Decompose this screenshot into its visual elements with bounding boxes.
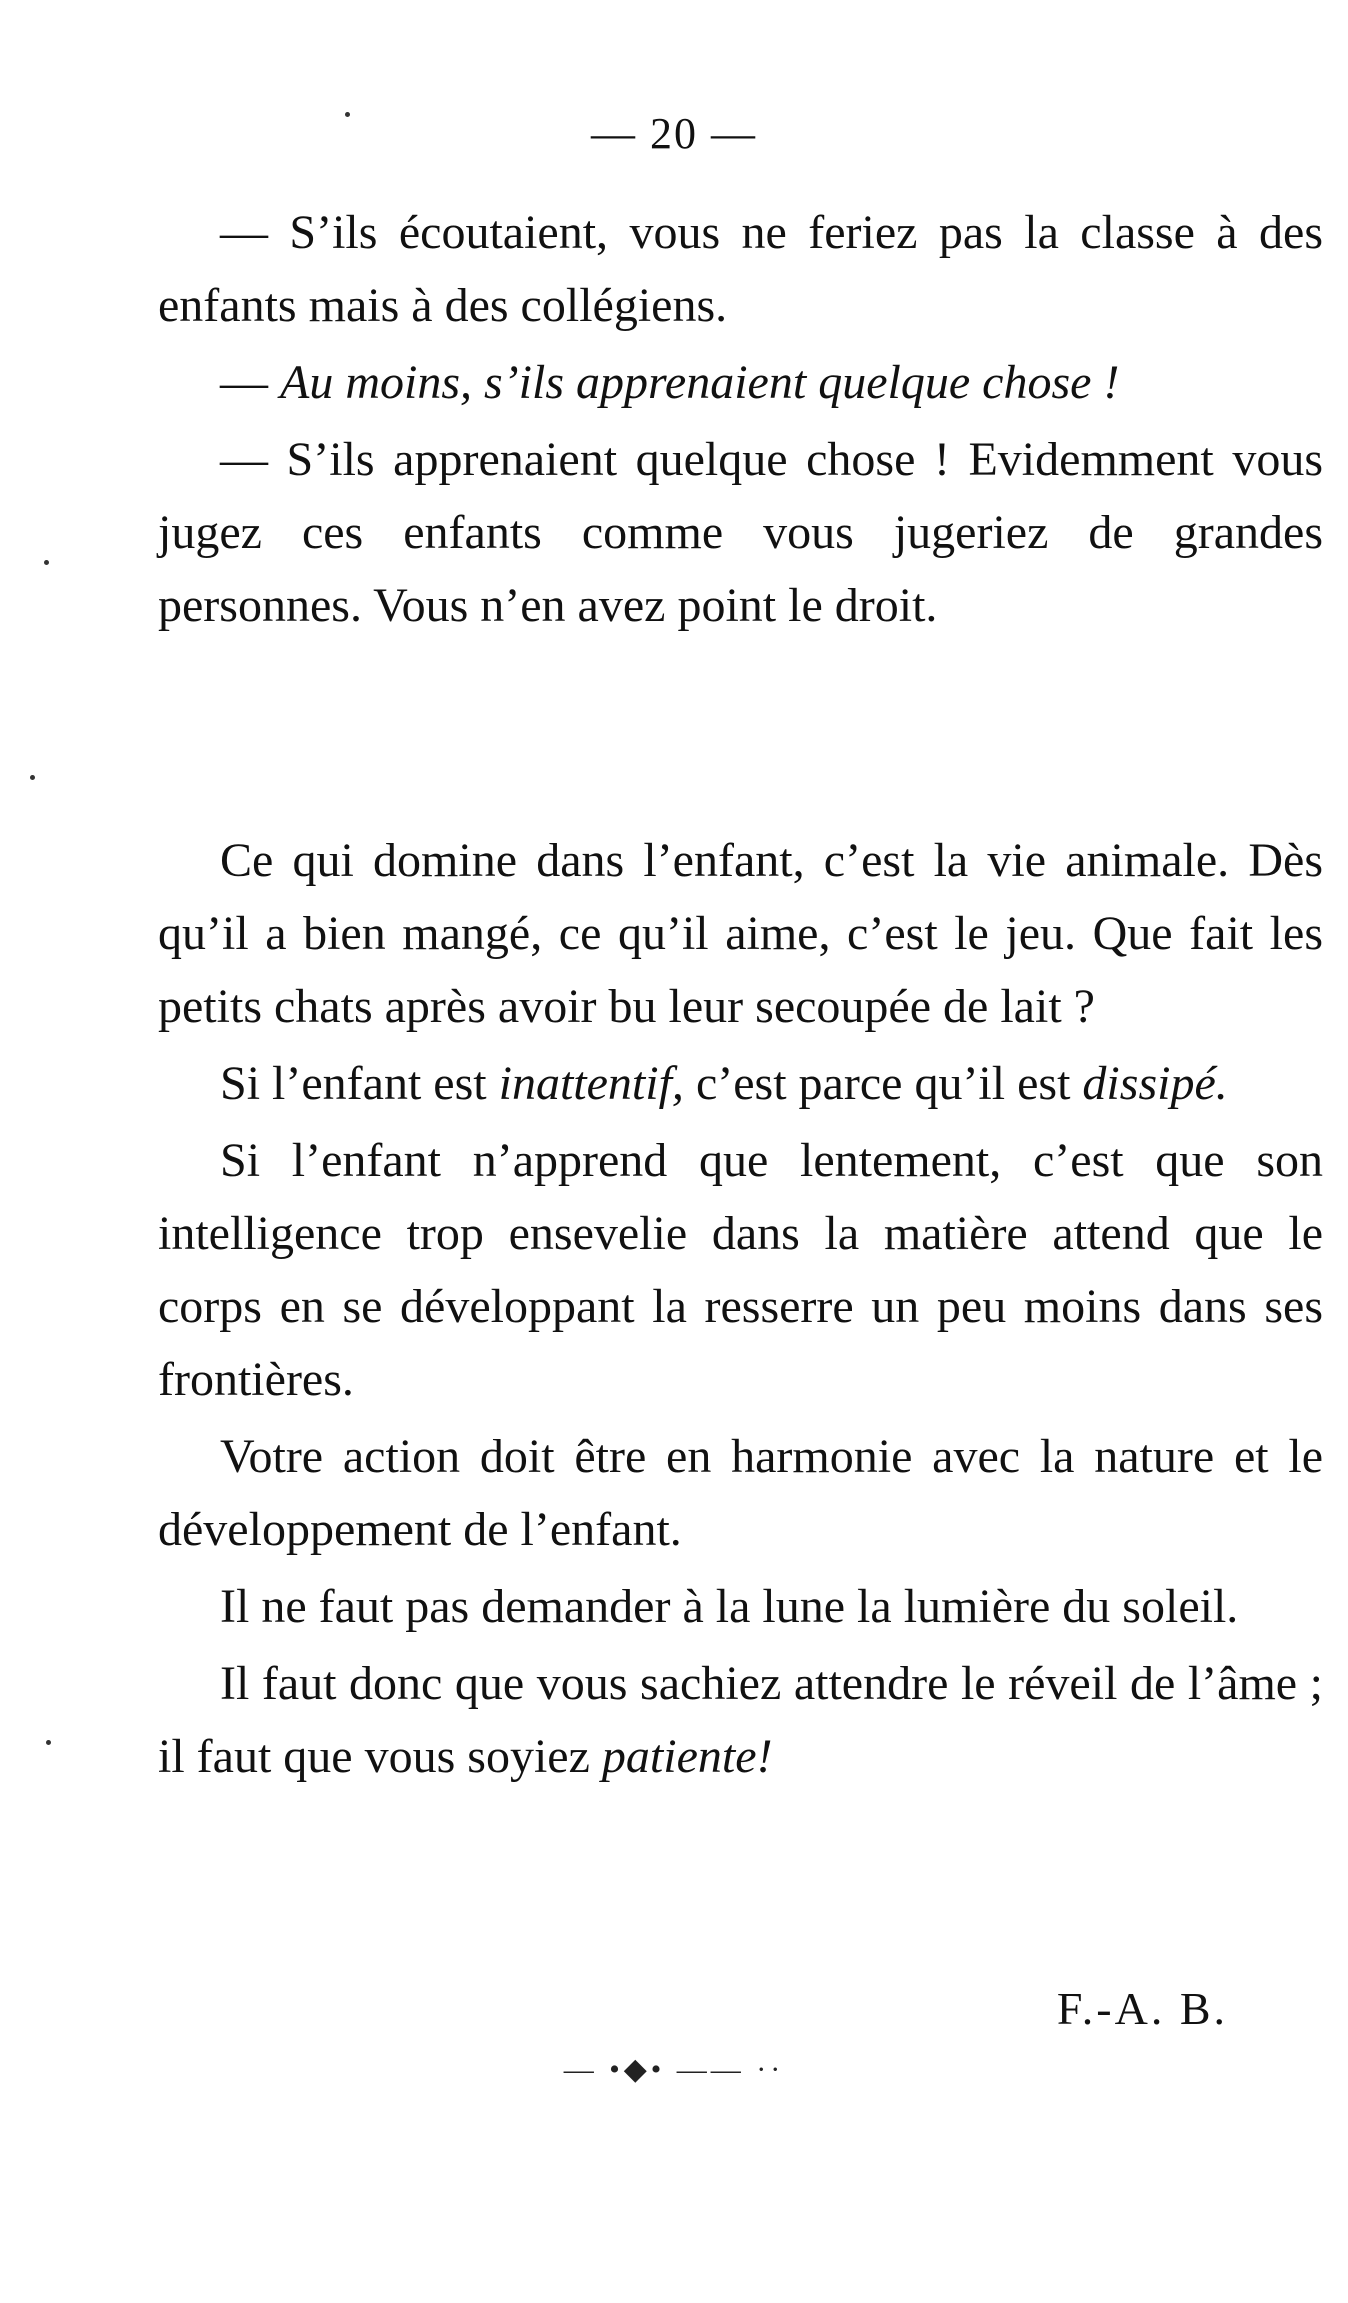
paragraph [158, 346, 1323, 419]
paragraph [158, 1647, 1323, 1793]
text-run: Si l’enfant n’apprend que lentement, c’est que son intelligence trop ensevelie dans la matière attend que le corps en se développant la resserre un peu moins dans ses frontières. [158, 1134, 1323, 1406]
text-run: Si l’enfant est [220, 1057, 499, 1110]
italic-text: dissipé. [1082, 1057, 1228, 1110]
text-run: — S’ils écoutaient, vous ne feriez pas la classe à des enfants mais à des collégiens. [158, 206, 1323, 332]
paragraph [158, 423, 1323, 642]
text-run: Ce qui domine dans l’enfant, c’est la vie animale. Dès qu’il a bien mangé, ce qu’il aime, c’est le jeu. Que fait les petits chats après avoir bu leur secoupée de lait ? [158, 834, 1323, 1033]
page-number: — 20 — [591, 109, 757, 158]
paragraph [158, 1124, 1323, 1416]
margin-speck [30, 775, 35, 780]
ornamental-divider: — •◆• —— ·· [563, 2053, 785, 2086]
margin-speck [345, 112, 350, 117]
paragraph [158, 1570, 1323, 1643]
italic-text: inattentif, [498, 1057, 684, 1110]
text-run: — [220, 356, 280, 409]
paragraph [158, 824, 1323, 1043]
margin-speck [46, 1740, 51, 1745]
text-run: c’est parce qu’il est [683, 1057, 1083, 1110]
margin-speck [44, 560, 49, 565]
paragraph [158, 196, 1323, 342]
paragraph [158, 1420, 1323, 1566]
text-run: Il faut donc que vous sachiez attendre le réveil de l’âme ; il faut que vous soyiez [158, 1657, 1323, 1783]
italic-text: Au moins, s’ils apprenaient quelque chose ! [280, 356, 1120, 409]
text-run: Votre action doit être en harmonie avec la nature et le développement de l’enfant. [158, 1430, 1323, 1556]
dialogue-section [158, 196, 1323, 642]
italic-text: patiente! [601, 1730, 773, 1783]
text-run: — S’ils apprenaient quelque chose ! Evidemment vous jugez ces enfants comme vous jugeriez de grandes personnes. Vous n’en avez point le droit. [158, 433, 1323, 632]
author-signature: F.-A. B. [1056, 1983, 1228, 2034]
body-section [158, 824, 1323, 1793]
text-run: Il ne faut pas demander à la lune la lumière du soleil. [220, 1580, 1239, 1633]
paragraph [158, 1047, 1323, 1120]
